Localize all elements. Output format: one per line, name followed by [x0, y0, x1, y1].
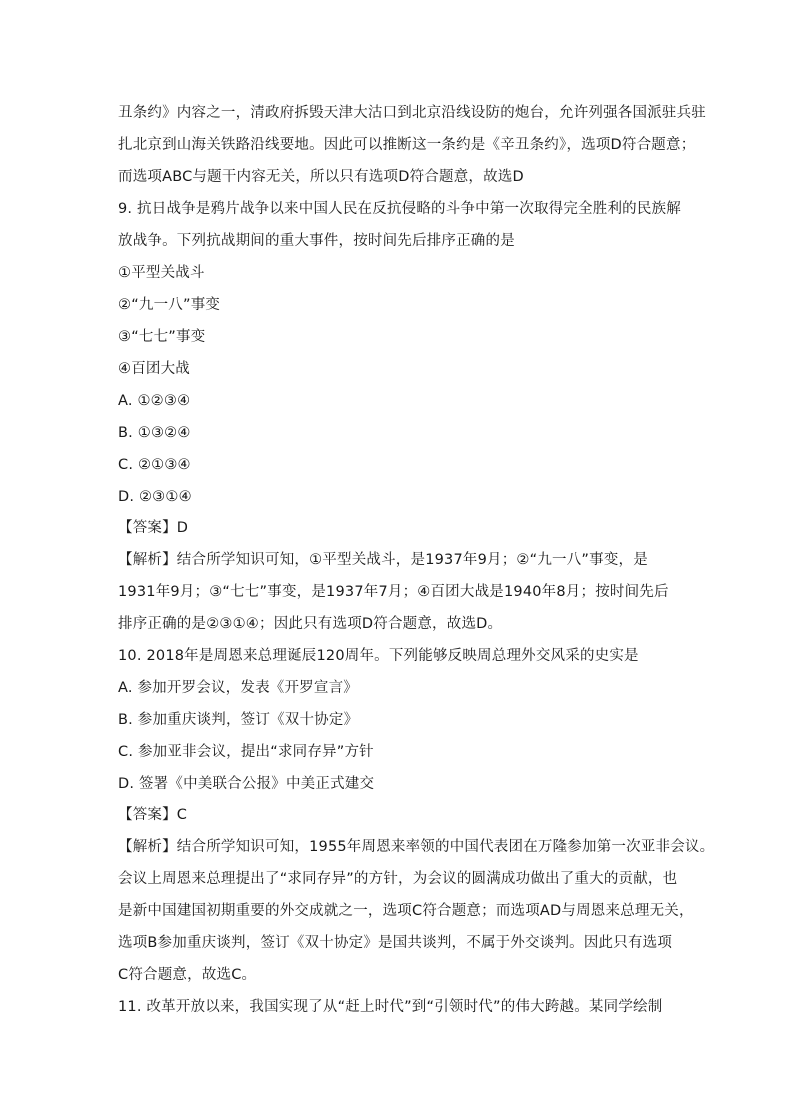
option-b: B. 参加重庆谈判，签订《双十协定》 [118, 712, 359, 728]
event-item: ③“七七”事变 [118, 329, 206, 345]
question-11-stem: 11. 改革开放以来，我国实现了从“赶上时代”到“引领时代”的伟大跨越。某同学绘制 [118, 999, 663, 1015]
answer-label: 【答案】D [118, 520, 189, 536]
event-item: ④百团大战 [118, 361, 190, 377]
option-d: D. 签署《中美联合公报》中美正式建交 [118, 776, 375, 792]
analysis-text: 排序正确的是②③①④；因此只有选项D符合题意，故选D。 [118, 616, 503, 632]
analysis-text: 【解析】结合所学知识可知，①平型关战斗，是1937年9月；②“九一八”事变，是 [118, 552, 648, 568]
answer-label: 【答案】C [118, 807, 188, 823]
option-b: B. ①③②④ [118, 425, 191, 441]
analysis-text: 会议上周恩来总理提出了“求同存异”的方针，为会议的圆满成功做出了重大的贡献，也 [118, 871, 678, 887]
analysis-text: 【解析】结合所学知识可知，1955年周恩来率领的中国代表团在万隆参加第一次亚非会议。 [118, 839, 715, 855]
analysis-text: 1931年9月；③“七七”事变，是1937年7月；④百团大战是1940年8月；按时间先后 [118, 584, 669, 600]
option-c: C. 参加亚非会议，提出“求同存异”方针 [118, 744, 374, 760]
analysis-text: 是新中国建国初期重要的外交成就之一，选项C符合题意；而选项AD与周恩来总理无关， [118, 903, 694, 919]
question-9-stem: 9. 抗日战争是鸦片战争以来中国人民在反抗侵略的斗争中第一次取得完全胜利的民族解 [118, 201, 681, 217]
option-d: D. ②③①④ [118, 489, 192, 505]
text-line: 扎北京到山海关铁路沿线要地。因此可以推断这一条约是《辛丑条约》，选项D符合题意； [118, 137, 696, 153]
question-9-stem: 放战争。下列抗战期间的重大事件，按时间先后排序正确的是 [118, 233, 515, 249]
text-line: 而选项ABC与题干内容无关，所以只有选项D符合题意，故选D [118, 169, 524, 185]
option-a: A. ①②③④ [118, 393, 191, 409]
analysis-text: C符合题意，故选C。 [118, 967, 257, 983]
event-item: ②“九一八”事变 [118, 297, 221, 313]
analysis-text: 选项B参加重庆谈判，签订《双十协定》是国共谈判，不属于外交谈判。因此只有选项 [118, 935, 673, 951]
event-item: ①平型关战斗 [118, 265, 205, 281]
option-a: A. 参加开罗会议，发表《开罗宣言》 [118, 680, 358, 696]
text-line: 丑条约》内容之一，清政府拆毁天津大沽口到北京沿线设防的炮台，允许列强各国派驻兵驻 [118, 105, 706, 121]
question-10-stem: 10. 2018年是周恩来总理诞辰120周年。下列能够反映周总理外交风采的史实是 [118, 648, 639, 664]
option-c: C. ②①③④ [118, 457, 191, 473]
